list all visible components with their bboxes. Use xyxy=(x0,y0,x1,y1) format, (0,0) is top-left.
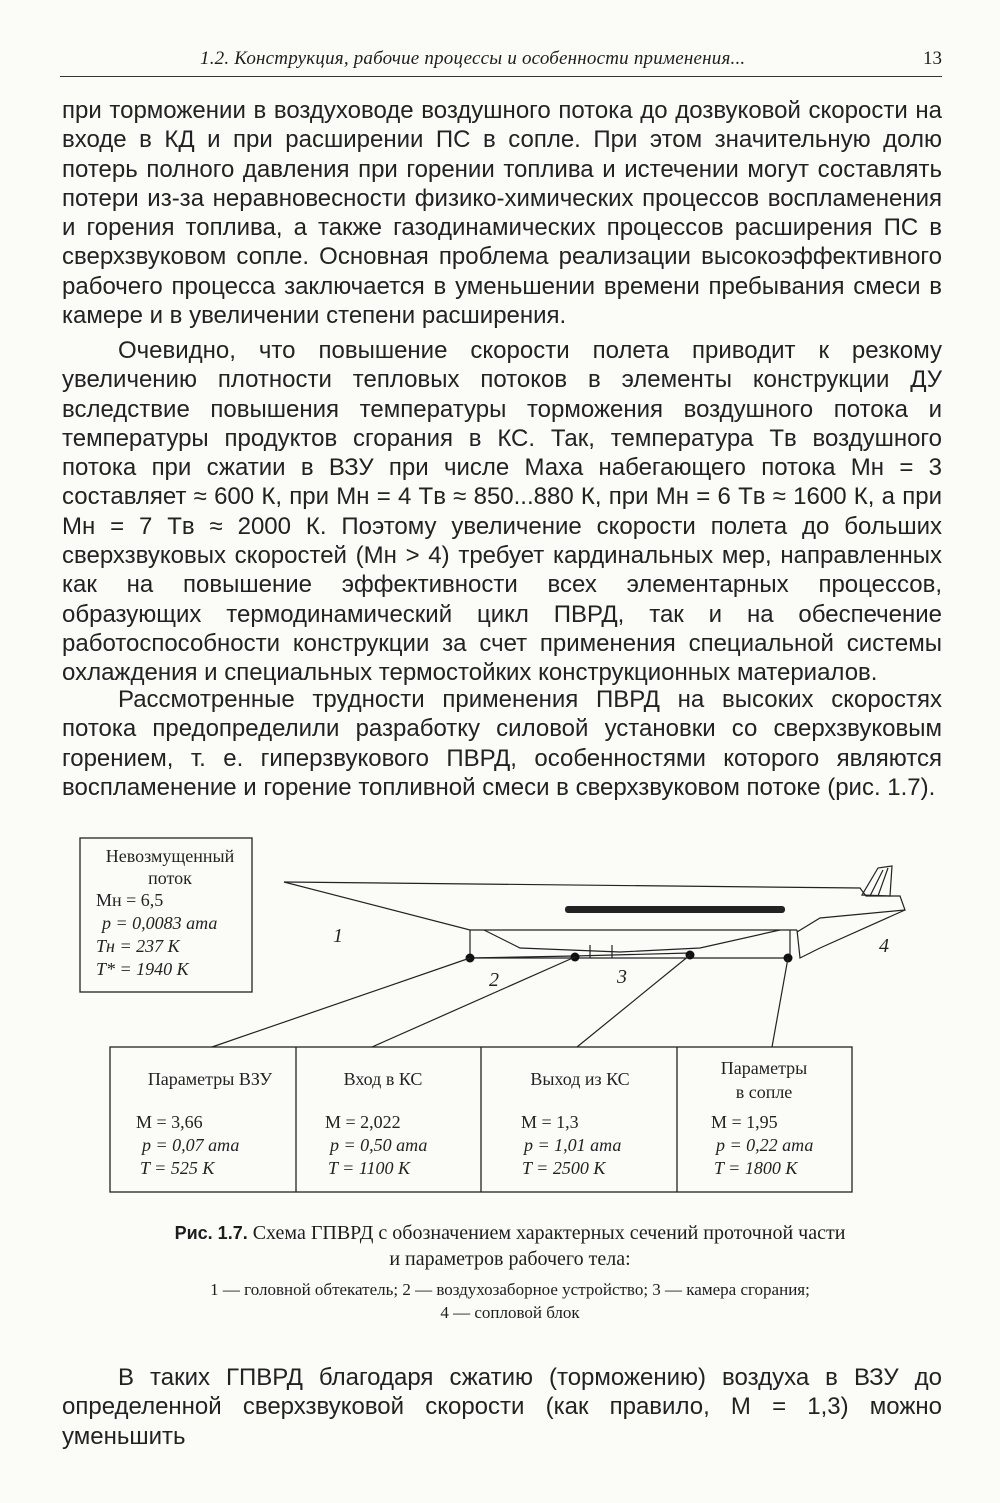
section-4-temperature: T = 1800 К xyxy=(714,1158,798,1178)
freestream-temperature: Tн = 237 К xyxy=(96,936,180,956)
section-4-title-2: в сопле xyxy=(735,1082,793,1102)
section-3-pressure: p = 1,01 ата xyxy=(524,1135,622,1155)
leader-line-4 xyxy=(772,958,788,1047)
caption-text-2: и параметров рабочего тела: xyxy=(389,1248,631,1270)
legend-line-2: 4 — сопловой блок xyxy=(440,1303,580,1322)
scramjet-diagram-svg xyxy=(0,820,1000,1220)
section-2-title: Вход в КС xyxy=(343,1069,423,1089)
duct-inner-line xyxy=(484,930,780,952)
freestream-title-2: поток xyxy=(148,868,192,888)
tail-fin-hatching xyxy=(870,868,888,896)
freestream-mach: Mн = 6,5 xyxy=(96,890,164,910)
section-2-mach: M = 2,022 xyxy=(325,1112,401,1132)
section-1-temperature: T = 525 К xyxy=(140,1158,215,1178)
paragraph-4 xyxy=(62,1363,942,1451)
caption-line-1 xyxy=(80,1220,940,1246)
section-1-pressure: p = 0,07 ата xyxy=(142,1135,240,1155)
section-3-temperature: T = 2500 К xyxy=(522,1158,606,1178)
fuel-tank xyxy=(565,906,785,913)
figure-legend xyxy=(80,1278,940,1324)
section-1-mach: M = 3,66 xyxy=(136,1112,203,1132)
caption-text-1: Схема ГПВРД с обозначением характерных сечений проточной части xyxy=(252,1222,846,1244)
caption-label: Рис. 1.7. xyxy=(174,1223,248,1243)
freestream-pressure: p = 0,0083 ата xyxy=(102,913,218,933)
leader-lines xyxy=(212,955,788,1047)
leader-line-1 xyxy=(212,958,470,1047)
legend-line-1: 1 — головной обтекатель; 2 — воздухозаборное устройство; 3 — камера сгорания; xyxy=(210,1280,810,1299)
figure-caption xyxy=(80,1220,940,1272)
paragraph-4-text: В таких ГПВРД благодаря сжатию (торможению) воздуха в ВЗУ до определенной сверхзвуковой скорости (как правило, M = 1,3) можно уменьшить xyxy=(62,1364,942,1450)
section-3-mach: M = 1,3 xyxy=(521,1112,579,1132)
page-number: 13 xyxy=(923,48,942,69)
paragraph-2-text: Очевидно, что повышение скорости полета приводит к резкому увеличению плотности тепловых потоков в элементы конструкции ДУ вследствие повышения температуры торможения воздушного потока и температуры продуктов сгорания в КС. Так, температура Tв воздушного потока при сжатии в ВЗУ при числе Маха набегающего потока Mн = 3 составляет ≈ 600 К, при Mн = 4 Tв ≈ 850...880 К, при Mн = 6 Tв ≈ 1600 К, а при Mн = 7 Tв ≈ 2000 К. Поэтому увеличение скорости полета до больших сверхзвуковых скоростей (Mн > 4) требует кардинальных мер, направленных как на повышение эффективности всех элементарных процессов, образующих термодинамический цикл ПВРД, так и на обеспечение работоспособности конструкции за счет применения специальной системы охлаждения и специальных термостойких конструкционных материалов. xyxy=(62,337,942,687)
section-2-pressure: p = 0,50 ата xyxy=(330,1135,428,1155)
running-header-title: 1.2. Конструкция, рабочие процессы и особенности применения... xyxy=(200,48,746,69)
section-4-pressure: p = 0,22 ата xyxy=(716,1135,814,1155)
freestream-title-1: Невозмущенный xyxy=(105,846,235,866)
duct-outline xyxy=(470,930,790,958)
paragraph-1 xyxy=(62,96,942,330)
paragraph-3 xyxy=(62,685,942,802)
section-1-title: Параметры ВЗУ xyxy=(147,1069,273,1089)
section-4-mach: M = 1,95 xyxy=(711,1112,778,1132)
section-3-title: Выход из КС xyxy=(530,1069,630,1089)
label-4: 4 xyxy=(879,935,889,957)
paragraph-3-text: Рассмотренные трудности применения ПВРД на высоких скоростях потока предопределили разработку силовой установки со сверхзвуковым горением, т. е. гиперзвукового ПВРД, особенностями которого являются воспламенение и горение топливной смеси в сверхзвуковом потоке (рис. 1.7). xyxy=(62,686,942,801)
section-4-title: Параметры xyxy=(720,1058,808,1078)
section-2-temperature: T = 1100 К xyxy=(328,1158,410,1178)
paragraph-2 xyxy=(62,336,942,688)
paragraph-1-text: при торможении в воздуховоде воздушного потока до дозвуковой скорости на входе в КД и при расширении ПС в сопле. При этом значительную долю потерь полного давления при горении топлива и истечении могут составлять потери из-за неравновесности физико-химических процессов воспламенения и горения топлива, а также газодинамических процессов расширения ПС в сверхзвуковом сопле. Основная проблема реализации высокоэффективного рабочего процесса заключается в уменьшении времени пребывания смеси в камере и в увеличении степени расширения. xyxy=(62,97,942,330)
leader-line-3 xyxy=(577,955,690,1047)
freestream-total-temperature: T* = 1940 К xyxy=(96,959,189,979)
running-header xyxy=(60,42,942,77)
leader-line-2 xyxy=(372,957,575,1047)
figure-scramjet-diagram xyxy=(0,820,1000,1220)
label-1: 1 xyxy=(333,925,343,947)
label-2: 2 xyxy=(489,969,499,991)
label-3: 3 xyxy=(617,966,627,988)
duct-lower xyxy=(470,953,690,958)
